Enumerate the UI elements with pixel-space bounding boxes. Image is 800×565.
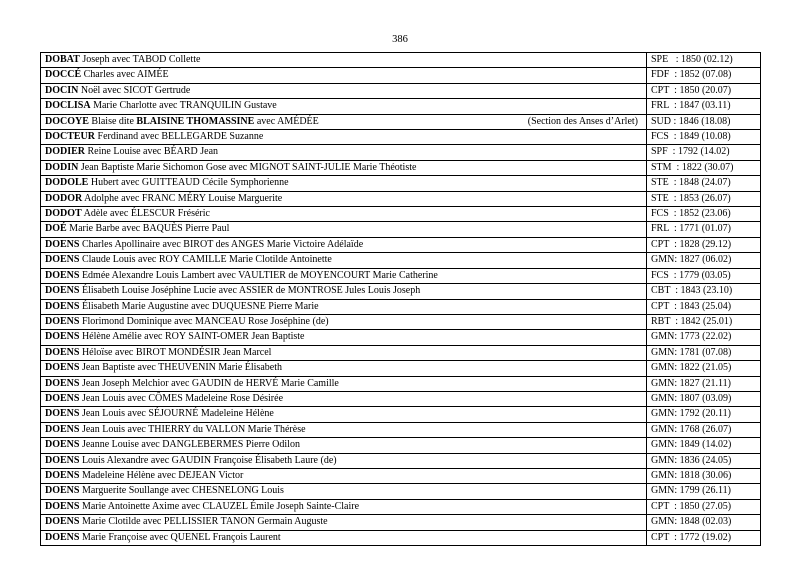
name-text: Charles avec AIMÉE bbox=[81, 69, 169, 81]
name-text: Louis Alexandre avec GAUDIN Françoise Élisabeth Laure (de) bbox=[79, 454, 337, 466]
surname: DOENS bbox=[45, 269, 80, 281]
table-row bbox=[41, 407, 761, 422]
surname: DODOT bbox=[45, 208, 82, 220]
couple-cell bbox=[41, 268, 647, 283]
couple-cell bbox=[41, 499, 647, 514]
parish-date-cell: FRL : 1771 (01.07) bbox=[647, 222, 761, 237]
parish-date-cell: GMN: 1848 (02.03) bbox=[647, 515, 761, 530]
surname: DODIN bbox=[45, 161, 79, 173]
table-row bbox=[41, 114, 761, 129]
parish-date-cell: GMN: 1822 (21.05) bbox=[647, 361, 761, 376]
parish-date-cell: CPT : 1850 (20.07) bbox=[647, 83, 761, 98]
couple-cell bbox=[41, 530, 647, 545]
name-text: Marie Barbe avec BAQUÈS Pierre Paul bbox=[66, 223, 230, 235]
couple-cell bbox=[41, 515, 647, 530]
parish-date-cell: GMN: 1849 (14.02) bbox=[647, 438, 761, 453]
table-row bbox=[41, 191, 761, 206]
name-text: Hubert avec GUITTEAUD Cécile Symphorienne bbox=[88, 177, 289, 189]
name-text: Jean Louis avec THIERRY du VALLON Marie Thérèse bbox=[79, 423, 306, 435]
table-row bbox=[41, 207, 761, 222]
table-row bbox=[41, 422, 761, 437]
couple-cell bbox=[41, 330, 647, 345]
couple-cell bbox=[41, 160, 647, 175]
table-row bbox=[41, 345, 761, 360]
name-text: Héloïse avec BIROT MONDÉSIR Jean Marcel bbox=[79, 346, 272, 358]
table-row bbox=[41, 222, 761, 237]
parish-date-cell: GMN: 1792 (20.11) bbox=[647, 407, 761, 422]
surname: DOCCÉ bbox=[45, 69, 82, 81]
parish-date-cell: GMN: 1827 (06.02) bbox=[647, 253, 761, 268]
couple-cell bbox=[41, 391, 647, 406]
couple-cell bbox=[41, 191, 647, 206]
surname: DOENS bbox=[45, 423, 80, 435]
table-row bbox=[41, 237, 761, 252]
surname: DOENS bbox=[45, 439, 80, 451]
parish-date-cell: SPE : 1850 (02.12) bbox=[647, 53, 761, 68]
table-row bbox=[41, 314, 761, 329]
parish-date-cell: GMN: 1781 (07.08) bbox=[647, 345, 761, 360]
surname: DOENS bbox=[45, 362, 80, 374]
parish-date-cell: CPT : 1850 (27.05) bbox=[647, 499, 761, 514]
surname: DOENS bbox=[45, 315, 80, 327]
parish-date-cell: CPT : 1772 (19.02) bbox=[647, 530, 761, 545]
table-row bbox=[41, 453, 761, 468]
table-row bbox=[41, 99, 761, 114]
parish-date-cell: GMN: 1799 (26.11) bbox=[647, 484, 761, 499]
parish-date-cell: RBT : 1842 (25.01) bbox=[647, 314, 761, 329]
surname: DOÉ bbox=[45, 223, 67, 235]
table-row bbox=[41, 68, 761, 83]
parish-date-cell: STM : 1822 (30.07) bbox=[647, 160, 761, 175]
table-row bbox=[41, 176, 761, 191]
name-text: Hélène Amélie avec ROY SAINT-OMER Jean Baptiste bbox=[79, 331, 305, 343]
table-row bbox=[41, 145, 761, 160]
name-text: Marie Françoise avec QUENEL François Laurent bbox=[79, 531, 281, 543]
table-row bbox=[41, 530, 761, 545]
parish-date-cell: GMN: 1836 (24.05) bbox=[647, 453, 761, 468]
section-note: (Section des Anses d’Arlet) bbox=[527, 115, 638, 127]
couple-cell bbox=[41, 484, 647, 499]
surname: DOENS bbox=[45, 238, 80, 250]
name-text: Marguerite Soullange avec CHESNELONG Louis bbox=[79, 485, 284, 497]
name-text: Joseph avec TABOD Collette bbox=[79, 54, 201, 65]
couple-cell bbox=[41, 222, 647, 237]
surname: DODOLE bbox=[45, 177, 89, 189]
parish-date-cell: GMN: 1773 (22.02) bbox=[647, 330, 761, 345]
couple-cell bbox=[41, 99, 647, 114]
table-row bbox=[41, 83, 761, 98]
surname: DOCOYE bbox=[45, 115, 89, 127]
surname: DODIER bbox=[45, 146, 86, 158]
name-text: Jeanne Louise avec DANGLEBERMES Pierre Odilon bbox=[79, 439, 300, 451]
surname: DODOR bbox=[45, 192, 83, 204]
surname: DOCIN bbox=[45, 84, 79, 96]
name-text: Jean Louis avec SÉJOURNÉ Madeleine Hélène bbox=[79, 408, 274, 420]
parish-date-cell: FCS : 1852 (23.06) bbox=[647, 207, 761, 222]
name-text: Jean Baptiste avec THEUVENIN Marie Élisabeth bbox=[79, 362, 282, 374]
name-text: avec AMÉDÉE bbox=[254, 115, 319, 127]
name-text: Élisabeth Marie Augustine avec DUQUESNE Pierre Marie bbox=[79, 300, 319, 312]
surname: DOENS bbox=[45, 500, 80, 512]
surname: DOENS bbox=[45, 254, 80, 266]
surname: DOCLISA bbox=[45, 100, 91, 112]
name-text: Reine Louise avec BÉARD Jean bbox=[85, 146, 219, 158]
name-text: Jean Baptiste Marie Sichomon Gose avec MIGNOT SAINT-JULIE Marie Théotiste bbox=[78, 161, 417, 173]
couple-cell bbox=[41, 237, 647, 252]
table-row bbox=[41, 253, 761, 268]
register-body bbox=[41, 53, 761, 546]
table-row bbox=[41, 499, 761, 514]
surname: DOENS bbox=[45, 469, 80, 481]
surname: DOENS bbox=[45, 331, 80, 343]
parish-date-cell: CPT : 1828 (29.12) bbox=[647, 237, 761, 252]
table-row bbox=[41, 284, 761, 299]
name-text: Blaise dite bbox=[88, 115, 137, 127]
table-row bbox=[41, 330, 761, 345]
table-row bbox=[41, 376, 761, 391]
couple-cell bbox=[41, 114, 647, 129]
surname: DOENS bbox=[45, 516, 80, 528]
table-row bbox=[41, 299, 761, 314]
couple-cell bbox=[41, 145, 647, 160]
name-text: Marie Antoinette Axime avec CLAUZEL Émile Joseph Sainte-Claire bbox=[79, 500, 360, 512]
table-row bbox=[41, 268, 761, 283]
couple-cell bbox=[41, 422, 647, 437]
parish-date-cell: STE : 1848 (24.07) bbox=[647, 176, 761, 191]
couple-cell bbox=[41, 299, 647, 314]
couple-cell bbox=[41, 468, 647, 483]
couple-cell bbox=[41, 253, 647, 268]
parish-date-cell: FRL : 1847 (03.11) bbox=[647, 99, 761, 114]
couple-cell bbox=[41, 68, 647, 83]
surname: DOENS bbox=[45, 454, 80, 466]
parish-date-cell: FCS : 1779 (03.05) bbox=[647, 268, 761, 283]
table-row bbox=[41, 484, 761, 499]
page-number: 386 bbox=[392, 34, 408, 45]
parish-date-cell: SUD : 1846 (18.08) bbox=[647, 114, 761, 129]
couple-cell bbox=[41, 83, 647, 98]
couple-cell bbox=[41, 207, 647, 222]
name-text: Ferdinand avec BELLEGARDE Suzanne bbox=[95, 131, 264, 143]
surname: DOENS bbox=[45, 285, 80, 297]
surname: DOENS bbox=[45, 377, 80, 389]
surname: DOENS bbox=[45, 346, 80, 358]
table-row bbox=[41, 438, 761, 453]
couple-cell bbox=[41, 130, 647, 145]
marriage-register-table bbox=[40, 52, 761, 546]
parish-date-cell: FCS : 1849 (10.08) bbox=[647, 130, 761, 145]
name-text: Jean Joseph Melchior avec GAUDIN de HERVÉ Marie Camille bbox=[79, 377, 339, 389]
couple-cell bbox=[41, 176, 647, 191]
couple-cell bbox=[41, 53, 647, 68]
parish-date-cell: CBT : 1843 (23.10) bbox=[647, 284, 761, 299]
table-row bbox=[41, 361, 761, 376]
name-text: Adolphe avec FRANC MÉRY Louise Marguerite bbox=[82, 192, 283, 204]
couple-cell bbox=[41, 453, 647, 468]
surname: BLAISINE THOMASSINE bbox=[136, 115, 255, 127]
couple-cell bbox=[41, 407, 647, 422]
couple-cell bbox=[41, 361, 647, 376]
parish-date-cell: GMN: 1768 (26.07) bbox=[647, 422, 761, 437]
couple-cell bbox=[41, 376, 647, 391]
couple-cell bbox=[41, 284, 647, 299]
table-row bbox=[41, 53, 761, 68]
name-text: Claude Louis avec ROY CAMILLE Marie Clotilde Antoinette bbox=[79, 254, 332, 266]
table-row bbox=[41, 160, 761, 175]
couple-cell bbox=[41, 438, 647, 453]
name-text: Jean Louis avec CÔMES Madeleine Rose Désirée bbox=[79, 392, 284, 404]
parish-date-cell: SPF : 1792 (14.02) bbox=[647, 145, 761, 160]
name-text: Edmée Alexandre Louis Lambert avec VAULTIER de MOYENCOURT Marie Catherine bbox=[79, 269, 438, 281]
name-text: Madeleine Hélène avec DEJEAN Victor bbox=[79, 469, 244, 481]
table-row bbox=[41, 130, 761, 145]
parish-date-cell: GMN: 1807 (03.09) bbox=[647, 391, 761, 406]
parish-date-cell: STE : 1853 (26.07) bbox=[647, 191, 761, 206]
name-text: Noël avec SICOT Gertrude bbox=[78, 84, 191, 96]
surname: DOENS bbox=[45, 485, 80, 497]
surname: DOENS bbox=[45, 531, 80, 543]
couple-cell bbox=[41, 314, 647, 329]
name-text: Marie Clotilde avec PELLISSIER TANON Germain Auguste bbox=[79, 516, 328, 528]
parish-date-cell: GMN: 1818 (30.06) bbox=[647, 468, 761, 483]
surname: DOENS bbox=[45, 300, 80, 312]
surname: DOBAT bbox=[45, 54, 80, 65]
parish-date-cell: CPT : 1843 (25.04) bbox=[647, 299, 761, 314]
name-text: Charles Apollinaire avec BIROT des ANGES Marie Victoire Adélaïde bbox=[79, 238, 364, 250]
name-text: Adèle avec ÉLESCUR Fréséric bbox=[81, 208, 210, 220]
name-text: Élisabeth Louise Joséphine Lucie avec ASSIER de MONTROSE Jules Louis Joseph bbox=[79, 285, 421, 297]
name-text: Marie Charlotte avec TRANQUILIN Gustave bbox=[90, 100, 277, 112]
surname: DOCTEUR bbox=[45, 131, 96, 143]
surname: DOENS bbox=[45, 408, 80, 420]
table-row bbox=[41, 391, 761, 406]
parish-date-cell: GMN: 1827 (21.11) bbox=[647, 376, 761, 391]
name-text: Florimond Dominique avec MANCEAU Rose Joséphine (de) bbox=[79, 315, 329, 327]
table-row bbox=[41, 468, 761, 483]
surname: DOENS bbox=[45, 392, 80, 404]
table-row bbox=[41, 515, 761, 530]
couple-cell bbox=[41, 345, 647, 360]
parish-date-cell: FDF : 1852 (07.08) bbox=[647, 68, 761, 83]
